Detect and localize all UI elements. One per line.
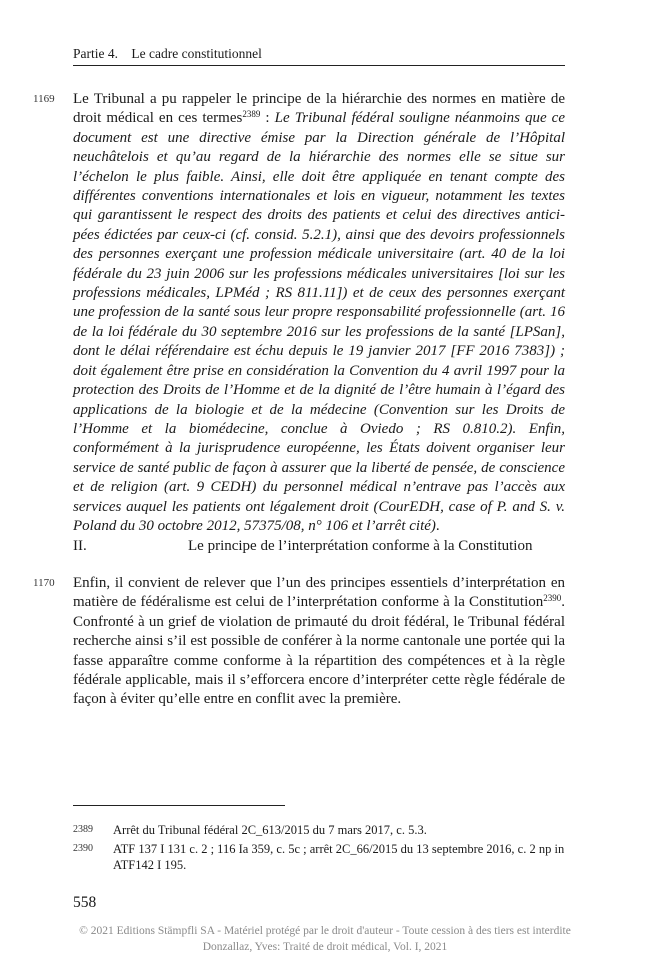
footnote-ref-2390: 2390: [543, 593, 562, 604]
section-title: Le principe de l’interprétation conforme à la Constitution: [188, 538, 533, 554]
copyright-notice: © 2021 Editions Stämpfli SA - Matériel protégé par le droit d'auteur - Toute cession à des tiers est interdite: [79, 925, 571, 937]
paragraph-1170-text-before: Enfin, il convient de relever que l’un des principes essentiels d’interprétation en matière de fédéralisme est celui de l’interprétation conforme à la Constitution: [73, 575, 565, 611]
paragraph-1169-closing: .: [435, 517, 440, 534]
paragraph-number-1170: 1170: [33, 577, 55, 589]
section-heading: [73, 537, 565, 556]
paragraph-1170-text-after: . Confronté à un grief de violation de primauté du droit fédéral, le Tribunal fédéral recherche ainsi s’il est possible de conférer à la norme cantonale une portée qui la fasse apparaître comme conforme à la répartition des compétences et à la règle fédérale applicable, mais il s’efforcera encore d’interpréter cette règle fédérale de façon à éviter qu’elle entre en conflit avec la première.: [73, 594, 565, 708]
footnotes: [73, 822, 565, 876]
header-part-label: Partie 4.: [73, 46, 118, 61]
footnote-ref-2389: 2389: [242, 109, 261, 120]
footnote-number: 2390: [73, 842, 93, 854]
footnote-text: Arrêt du Tribunal fédéral 2C_613/2015 du 7 mars 2017, c. 5.3.: [113, 823, 427, 837]
paragraph-1169-separator: :: [260, 110, 275, 127]
footnote-separator: [73, 805, 285, 806]
footnote-2389: [73, 822, 565, 839]
paragraph-1169-intro: Le Tribunal a pu rappeler le principe de la hiérarchie des normes en matière de droit médical en ces termes: [73, 91, 565, 127]
header-chapter-title: Le cadre constitutionnel: [131, 46, 262, 61]
paragraph-1169: [73, 90, 565, 536]
court-quote: Le Tribunal fédéral souligne néanmoins que ce document est une directive émise par la Direction générale de l’Hôpital neuchâtelois et qu’au regard de la hiérarchie des normes elle se situe sur l’échelon le plus faible. Ainsi, elle doit être appliquée en tenant compte des différentes conventions internationales et lois en vigueur, notamment les textes qui garantissent le respect des droits des patients et celui des directives anticipées édictées par ceux-ci (cf. consid. 5.2.1), ainsi que des devoirs professionnels des personnes exerçant une profession médicale universitaire (art. 40 de la loi fédérale du 23 juin 2006 sur les professions médicales universitaires [loi sur les professions médicales, LPMéd ; RS 811.11]) et de ceux des personnes exerçant une profession de la santé sous leur propre responsabilité professionnelle (art. 16 de la loi fédérale du 30 septembre 2016 sur les professions de la santé [LPSan], dont le délai référendaire est échu depuis le 19 janvier 2017 [FF 2016 7383]) ; doit également être prise en considération la Convention du 4 avril 1997 pour la protection des Droits de l’Homme et de la dignité de l’être humain à l’égard des applications de la biologie et de la médecine (Convention sur les Droits de l’Homme et la biomédecine, conclue à Oviedo ; RS 0.810.2). Enfin, conformément à la jurisprudence européenne, les États doivent organiser leur service de santé public de façon à assurer que la liberté de pensée, de conscience et de religion (art. 9 CEDH) du personnel médical n’entrave pas l’accès aux services auquel les patients ont légalement droit (CourEDH, case of P. and S. v. Poland du 30 octobre 2012, 57375/08, n° 106 et l’arrêt cité): [73, 110, 565, 534]
book-citation: Donzallaz, Yves: Traité de droit médical, Vol. I, 2021: [202, 941, 448, 953]
paragraph-number-1169: 1169: [33, 93, 55, 105]
page-number: 558: [73, 894, 97, 911]
paragraph-1170: [73, 574, 565, 710]
section-number: II.: [73, 538, 87, 554]
footnote-number: 2389: [73, 824, 93, 835]
footnote-text: ATF 137 I 131 c. 2 ; 116 Ia 359, c. 5c ; arrêt 2C_66/2015 du 13 septembre 2016, c. 2 np in ATF142 I 195.: [113, 841, 565, 872]
running-header: [73, 45, 565, 66]
footnote-2390: [73, 841, 565, 874]
